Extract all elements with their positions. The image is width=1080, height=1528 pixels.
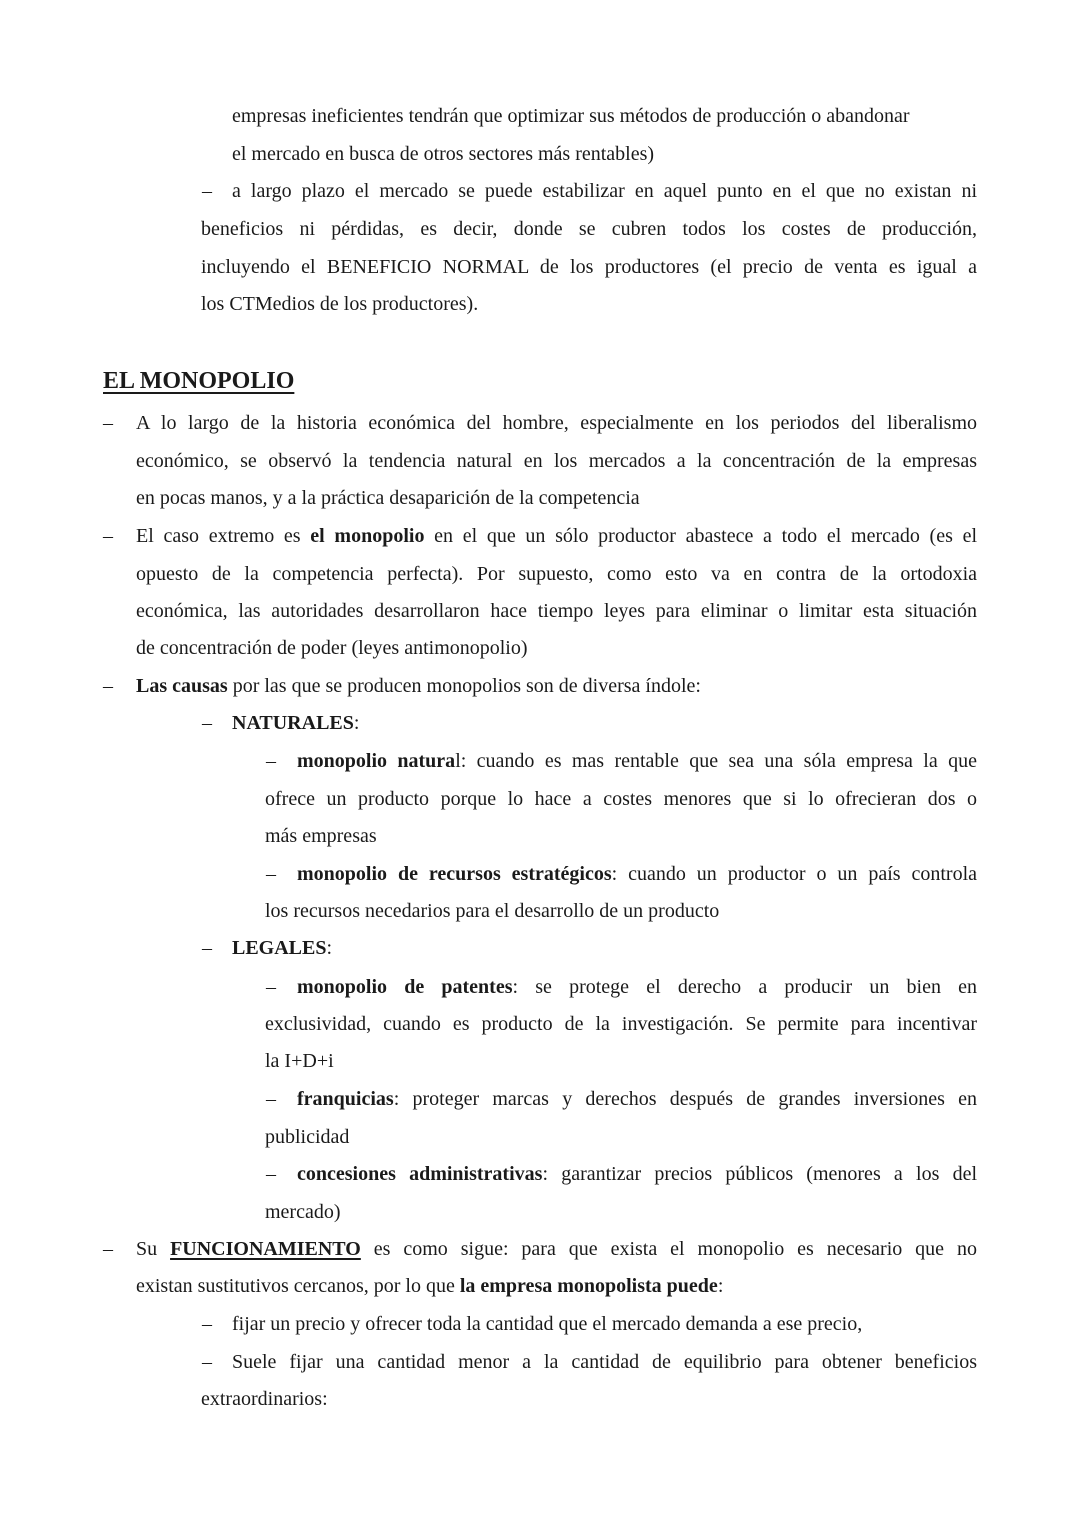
text-line: fijar un precio y ofrecer toda la cantidad que el mercado demanda a ese precio, (232, 1313, 863, 1335)
text-line: beneficios ni pérdidas, es decir, donde se cubren todos los costes de producción, (201, 218, 977, 240)
section-heading: EL MONOPOLIO (103, 368, 295, 394)
bullet-dash: – (202, 937, 212, 959)
text-line: los recursos necedarios para el desarrollo de un producto (265, 900, 720, 922)
text-line: económica, las autoridades desarrollaron hace tiempo leyes para eliminar o limitar esta situación (136, 600, 977, 622)
text-line: económico, se observó la tendencia natural en los mercados a la concentración de la empresas (136, 450, 977, 472)
bullet-dash: – (266, 1163, 276, 1185)
text-line: a largo plazo el mercado se puede estabilizar en aquel punto en el que no existan ni (232, 180, 977, 202)
text-line: la I+D+i (265, 1050, 334, 1072)
text-line: los CTMedios de los productores). (201, 293, 479, 315)
text-line: ofrece un producto porque lo hace a costes menores que si lo ofrecieran dos o (265, 788, 977, 810)
text-line: el mercado en busca de otros sectores más rentables) (232, 143, 655, 165)
text-line: Su FUNCIONAMIENTO es como sigue: para que exista el monopolio es necesario que no (136, 1238, 977, 1260)
text-line: monopolio de patentes: se protege el derecho a producir un bien en (297, 976, 978, 998)
bullet-dash: – (202, 712, 212, 734)
text-line: mercado) (265, 1201, 341, 1223)
text-line: extraordinarios: (201, 1388, 328, 1410)
bullet-dash: – (103, 1238, 113, 1260)
text-line: exclusividad, cuando es producto de la investigación. Se permite para incentivar (265, 1013, 977, 1035)
text-line: monopolio natural: cuando es mas rentable que sea una sóla empresa la que (297, 750, 977, 772)
bullet-dash: – (266, 863, 276, 885)
bullet-dash: – (103, 525, 113, 547)
text-line: incluyendo el BENEFICIO NORMAL de los productores (el precio de venta es igual a (201, 256, 977, 278)
text-line: más empresas (265, 825, 377, 847)
bullet-dash: – (202, 1351, 212, 1373)
bullet-dash: – (103, 412, 113, 434)
text-line: Las causas por las que se producen monopolios son de diversa índole: (136, 675, 701, 697)
text-line: A lo largo de la historia económica del hombre, especialmente en los periodos del liberalismo (136, 412, 977, 434)
text-line: de concentración de poder (leyes antimonopolio) (136, 637, 528, 659)
bullet-dash: – (202, 1313, 212, 1335)
text-line: El caso extremo es el monopolio en el que un sólo productor abastece a todo el mercado (es el (136, 525, 978, 547)
text-line: empresas ineficientes tendrán que optimizar sus métodos de producción o abandonar (232, 105, 910, 127)
text-line: en pocas manos, y a la práctica desaparición de la competencia (136, 487, 640, 509)
text-line: Suele fijar una cantidad menor a la cantidad de equilibrio para obtener beneficios (232, 1351, 977, 1373)
subheading: LEGALES: (232, 937, 333, 959)
text-line: opuesto de la competencia perfecta). Por supuesto, como esto va en contra de la ortodoxia (136, 563, 977, 585)
text-line: concesiones administrativas: garantizar precios públicos (menores a los del (297, 1163, 978, 1185)
bullet-dash: – (266, 750, 276, 772)
bullet-dash: – (266, 1088, 276, 1110)
bullet-dash: – (103, 675, 113, 697)
bullet-dash: – (266, 976, 276, 998)
text-line: monopolio de recursos estratégicos: cuando un productor o un país controla (297, 863, 977, 885)
bullet-dash: – (202, 180, 212, 202)
subheading: NATURALES: (232, 712, 360, 734)
text-line: franquicias: proteger marcas y derechos después de grandes inversiones en (297, 1088, 977, 1110)
text-line: existan sustitutivos cercanos, por lo que la empresa monopolista puede: (136, 1275, 724, 1297)
text-line: publicidad (265, 1126, 350, 1148)
